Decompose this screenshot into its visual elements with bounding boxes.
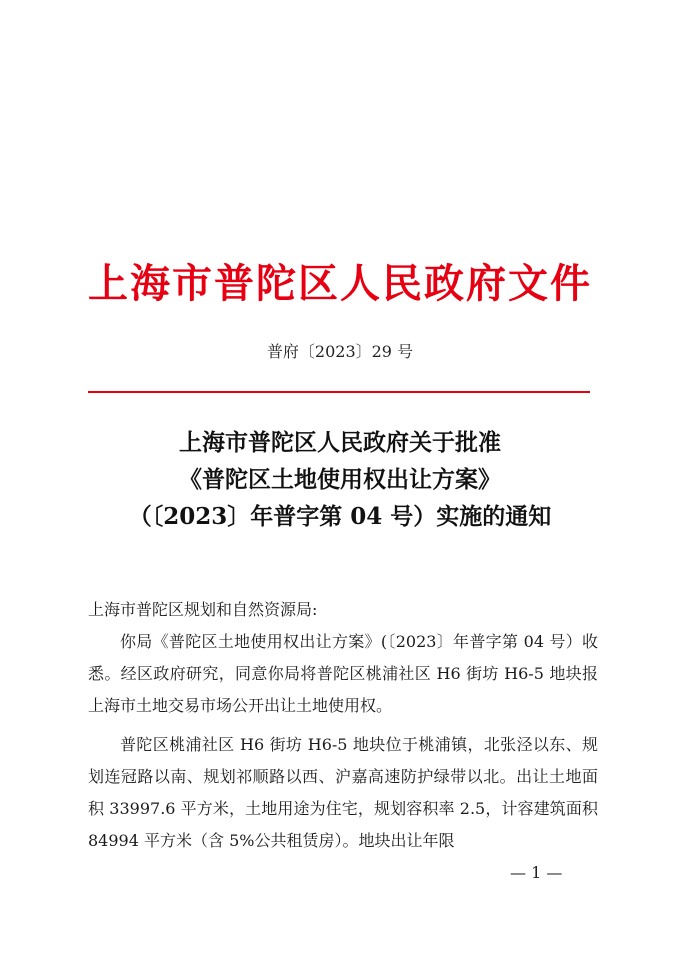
salutation: 上海市普陀区规划和自然资源局: [88,600,318,619]
body-paragraph-2: 普陀区桃浦社区 H6 街坊 H6-5 地块位于桃浦镇，北张泾以东、规划连冠路以南、规划祁顺路以西、沪嘉高速防护绿带以北。出让土地面积 33997.6 平方米，土地用途为住宅，规划容积率 2.5，计容建筑面积 84994 平方米（含 5%公共租赁房）。地块出让年限 [88,735,598,850]
page-number: — 1 — [510,863,563,882]
red-separator-line [88,391,590,393]
body-paragraph-1: 你局《普陀区土地使用权出让方案》(〔2023〕年普字第 04 号）收悉。经区政府研究，同意你局将普陀区桃浦社区 H6 街坊 H6-5 地块报上海市土地交易市场公开出让土地使用权。 [88,632,598,715]
notice-title [0,424,680,535]
document-masthead: 上海市普陀区人民政府文件 [88,260,592,307]
title-line-3: （〔2023〕年普字第 04 号）实施的通知 [128,503,552,530]
notice-body [88,594,598,857]
document-number: 普府〔2023〕29 号 [266,342,414,361]
title-line-2: 《普陀区土地使用权出让方案》 [179,466,501,493]
title-line-1: 上海市普陀区人民政府关于批准 [179,429,501,456]
